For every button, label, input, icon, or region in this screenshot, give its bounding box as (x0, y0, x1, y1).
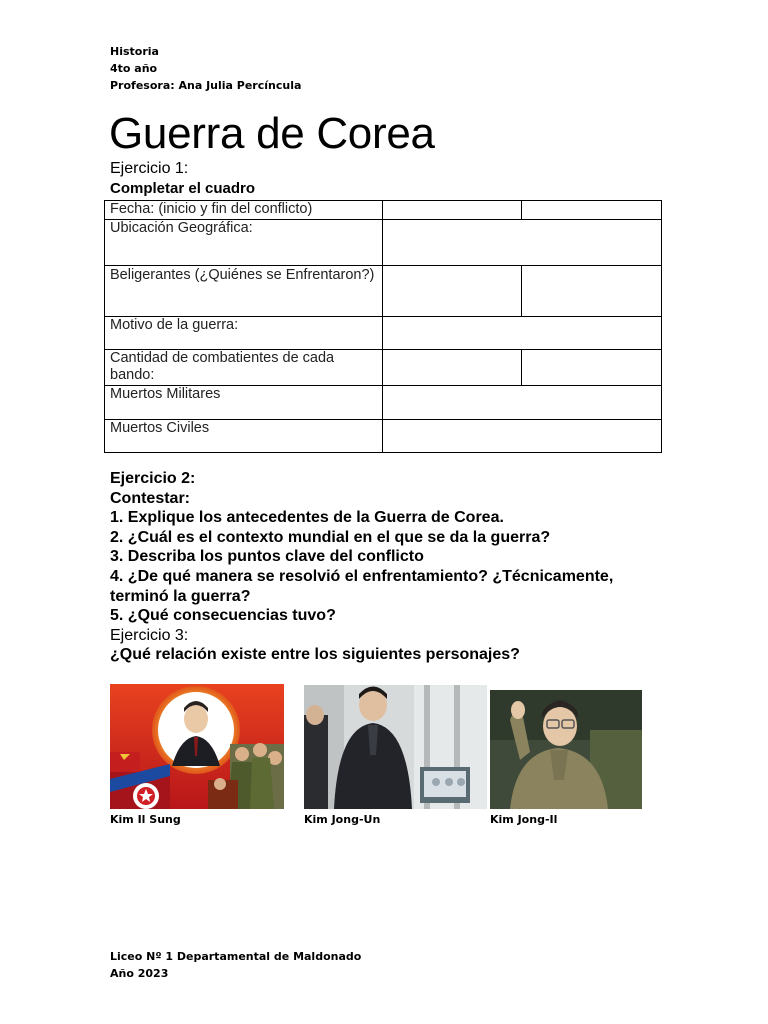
row-label-muertos-civiles: Muertos Civiles (105, 420, 383, 453)
row-label-ubicacion: Ubicación Geográfica: (105, 220, 383, 266)
grade-label: 4to año (110, 62, 158, 75)
table-cell-empty[interactable] (383, 220, 662, 266)
question-item: 3. Describa los puntos clave del conflicto (110, 548, 424, 566)
school-name: Liceo Nº 1 Departamental de Maldonado (110, 950, 362, 963)
table-cell-empty[interactable] (522, 201, 662, 220)
teacher-label: Profesora: Ana Julia Percíncula (110, 79, 302, 92)
portrait-photo-image (304, 685, 487, 809)
row-label-beligerantes: Beligerantes (¿Quiénes se Enfrentaron?) (105, 266, 383, 317)
photo-kim-jong-un (304, 685, 487, 809)
table-row (105, 220, 662, 266)
question-item: 4. ¿De qué manera se resolvió el enfrentamiento? ¿Técnicamente, terminó la guerra? (110, 567, 614, 605)
table-cell-empty[interactable] (383, 266, 522, 317)
table-cell-empty[interactable] (383, 350, 522, 386)
table-cell-empty[interactable] (522, 350, 662, 386)
exercise2-title: Ejercicio 2: (110, 470, 196, 487)
table-row (105, 317, 662, 350)
school-year: Año 2023 (110, 967, 169, 980)
exercise3-title: Ejercicio 3: (110, 626, 189, 644)
caption-kim-jong-il: Kim Jong-Il (490, 813, 558, 826)
exercise2-section (110, 469, 670, 665)
table-row (105, 201, 662, 220)
row-label-cantidad: Cantidad de combatientes de cada bando: (105, 350, 383, 386)
row-label-motivo: Motivo de la guerra: (105, 317, 383, 350)
table-row (105, 350, 662, 386)
row-label-muertos-militares: Muertos Militares (105, 386, 383, 420)
exercise2-instruction: Contestar: (110, 489, 191, 507)
completion-table (104, 200, 662, 453)
question-item: 1. Explique los antecedentes de la Guerra de Corea. (110, 509, 504, 527)
table-cell-empty[interactable] (383, 420, 662, 453)
table-row (105, 386, 662, 420)
caption-kim-jong-un: Kim Jong-Un (304, 813, 381, 826)
exercise1-subtitle: Completar el cuadro (110, 180, 256, 197)
table-cell-empty[interactable] (383, 386, 662, 420)
portrait-photo-image (490, 690, 642, 809)
question-item: 2. ¿Cuál es el contexto mundial en el que se da la guerra? (110, 528, 551, 546)
exercise1-title: Ejercicio 1: (110, 160, 189, 177)
exercise3-question: ¿Qué relación existe entre los siguientes personajes? (110, 646, 520, 664)
subject-label: Historia (110, 45, 159, 58)
page-title: Guerra de Corea (109, 109, 435, 158)
table-cell-empty[interactable] (383, 201, 522, 220)
row-label-fecha: Fecha: (inicio y fin del conflicto) (105, 201, 383, 220)
document-header (110, 43, 301, 94)
table-cell-empty[interactable] (522, 266, 662, 317)
table-cell-empty[interactable] (383, 317, 662, 350)
question-item: 5. ¿Qué consecuencias tuvo? (110, 607, 336, 625)
propaganda-poster-image (110, 684, 284, 809)
table-row (105, 266, 662, 317)
photo-kim-jong-il (490, 690, 642, 809)
document-footer (110, 948, 361, 982)
caption-kim-il-sung: Kim Il Sung (110, 813, 181, 826)
table-row (105, 420, 662, 453)
photo-kim-il-sung (110, 684, 284, 809)
